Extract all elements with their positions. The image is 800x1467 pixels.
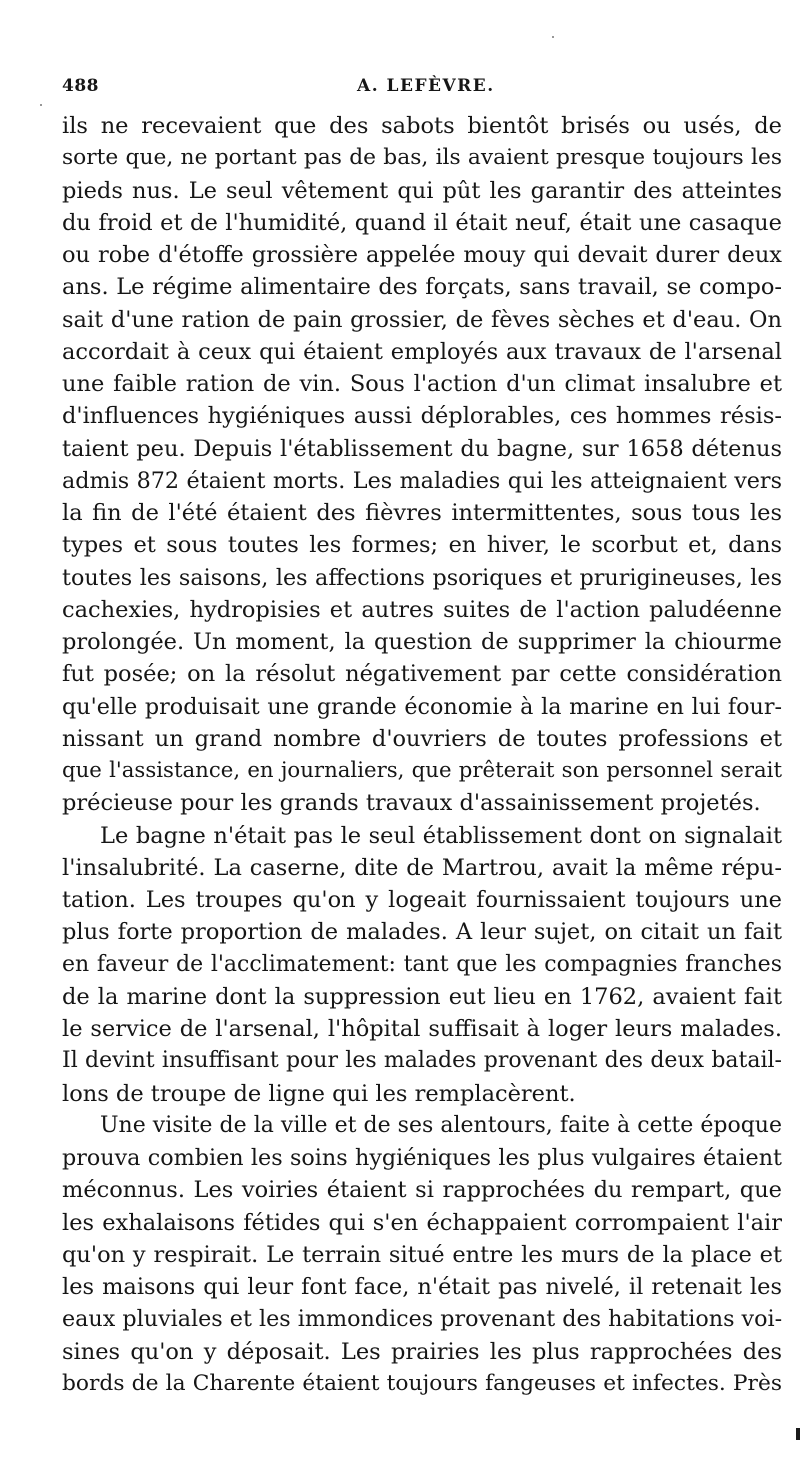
text-line: sorte que, ne portant pas de bas, ils avaient presque toujours les [62, 145, 782, 171]
text-line: le service de l'arsenal, l'hôpital suffisait à loger leurs malades. [62, 1016, 782, 1042]
paper-speck [40, 104, 42, 106]
text-line: lons de troupe de ligne qui les remplacèrent. [62, 1080, 576, 1107]
text-line: fut posée; on la résolut négativement par cette considération [62, 661, 782, 688]
text-line: types et sous toutes les formes; en hiver, le scorbut et, dans [62, 532, 782, 559]
body-text [62, 110, 782, 1400]
text-line: de la marine dont la suppression eut lieu en 1762, avaient fait [62, 983, 782, 1010]
text-line: accordait à ceux qui étaient employés aux travaux de l'arsenal [62, 338, 782, 365]
text-line: ans. Le régime alimentaire des forçats, sans travail, se compo- [62, 274, 782, 301]
page-number: 488 [62, 76, 99, 96]
text-line: qu'on y respirait. Le terrain situé entre les murs de la place et [62, 1241, 782, 1268]
text-line: toutes les saisons, les affections psoriques et prurigineuses, les [62, 564, 782, 591]
text-line: eaux pluviales et les immondices provenant des habitations voi- [62, 1306, 782, 1333]
text-line: bords de la Charente étaient toujours fangeuses et infectes. Près [62, 1370, 782, 1396]
text-line: admis 872 étaient morts. Les maladies qui les atteignaient vers [62, 467, 782, 494]
text-line: l'insalubrité. La caserne, dite de Martrou, avait la même répu- [62, 854, 782, 881]
text-line: qu'elle produisait une grande économie à la marine en lui four- [62, 693, 782, 720]
text-line: ou robe d'étoffe grossière appelée mouy qui devait durer deux [62, 242, 782, 268]
text-line: prouva combien les soins hygiéniques les plus vulgaires étaient [62, 1145, 782, 1171]
text-line: cachexies, hydropisies et autres suites de l'action paludéenne [62, 596, 782, 623]
text-line: ils ne recevaient que des sabots bientôt brisés ou usés, de [62, 113, 782, 139]
text-line: nissant un grand nombre d'ouvriers de toutes professions et [62, 725, 782, 752]
paper-speck [552, 36, 554, 38]
text-line: sines qu'on y déposait. Les prairies les plus rapprochées des [62, 1338, 782, 1365]
text-line: la fin de l'été étaient des fièvres intermittentes, sous tous les [62, 500, 782, 526]
text-line: Il devint insuffisant pour les malades provenant des deux batail- [62, 1048, 782, 1074]
text-line: taient peu. Depuis l'établissement du bagne, sur 1658 détenus [62, 435, 782, 462]
text-line: les maisons qui leur font face, n'était pas nivelé, il retenait les [62, 1274, 782, 1300]
page-edge-mark [796, 1428, 800, 1440]
text-line: en faveur de l'acclimatement: tant que les compagnies franches [62, 951, 782, 977]
text-line: précieuse pour les grands travaux d'assainissement projetés. [62, 790, 761, 817]
text-line: les exhalaisons fétides qui s'en échappaient corrompaient l'air [62, 1209, 782, 1236]
text-line: plus forte proportion de malades. A leur sujet, on citait un fait [62, 919, 782, 946]
paragraph-first-line: Le bagne n'était pas le seul établissement dont on signalait [100, 822, 782, 849]
text-line: que l'assistance, en journaliers, que prêterait son personnel serait [62, 758, 782, 783]
text-line: du froid et de l'humidité, quand il était neuf, était une casaque [62, 209, 782, 236]
text-line: prolongée. Un moment, la question de supprimer la chiourme [62, 629, 782, 655]
running-head [62, 76, 782, 100]
text-line: sait d'une ration de pain grossier, de fèves sèches et d'eau. On [62, 306, 782, 333]
text-line: d'influences hygiéniques aussi déplorables, ces hommes résis- [62, 403, 782, 430]
text-line: une faible ration de vin. Sous l'action d'un climat insalubre et [62, 371, 782, 397]
text-line: pieds nus. Le seul vêtement qui pût les garantir des atteintes [62, 177, 782, 204]
paragraph-first-line: Une visite de la ville et de ses alentours, faite à cette époque [100, 1112, 782, 1138]
text-line: méconnus. Les voiries étaient si rapprochées du rempart, que [62, 1177, 782, 1204]
running-title: A. LEFÈVRE. [357, 76, 495, 96]
text-line: tation. Les troupes qu'on y logeait fournissaient toujours une [62, 887, 782, 913]
